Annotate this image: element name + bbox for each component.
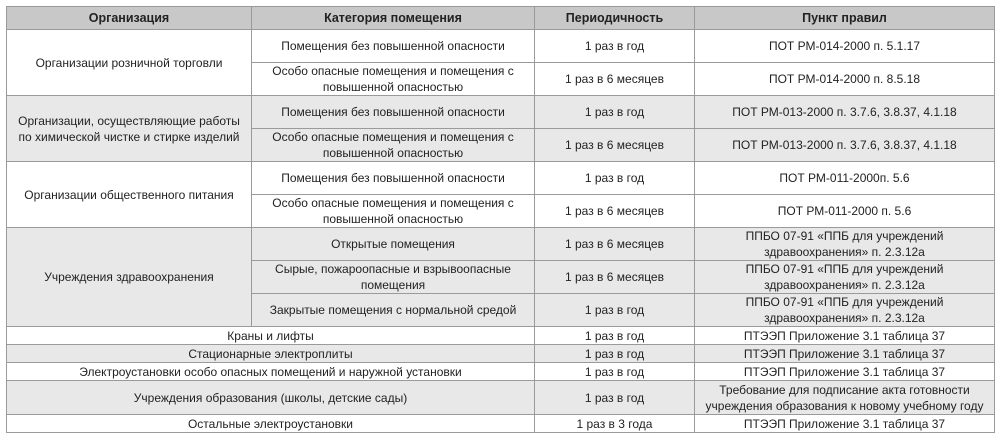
rule-cell: ПТЭЭП Приложение 3.1 таблица 37	[695, 345, 995, 363]
period-cell: 1 раз в год	[535, 381, 695, 415]
period-cell: 1 раз в год	[535, 96, 695, 129]
table-row	[7, 327, 995, 345]
rule-cell: ПОТ РМ-011-2000 п. 5.6	[695, 195, 995, 228]
category-cell: Открытые помещения	[252, 228, 535, 261]
rule-cell: ПТЭЭП Приложение 3.1 таблица 37	[695, 327, 995, 345]
period-cell: 1 раз в год	[535, 294, 695, 327]
rule-cell: ПОТ РМ-014-2000 п. 5.1.17	[695, 30, 995, 63]
period-cell: 1 раз в 6 месяцев	[535, 261, 695, 294]
period-cell: 1 раз в 6 месяцев	[535, 195, 695, 228]
organization-cell: Учреждения здравоохранения	[7, 228, 252, 327]
organization-cell: Электроустановки особо опасных помещений и наружной установки	[7, 363, 535, 381]
period-cell: 1 раз в год	[535, 30, 695, 63]
table-row	[7, 30, 995, 63]
period-cell: 1 раз в год	[535, 345, 695, 363]
category-cell: Закрытые помещения с нормальной средой	[252, 294, 535, 327]
period-cell: 1 раз в год	[535, 162, 695, 195]
table-row	[7, 363, 995, 381]
table-row	[7, 415, 995, 433]
organization-cell: Организации, осуществляющие работы по химической чистке и стирке изделий	[7, 96, 252, 162]
table-row	[7, 162, 995, 195]
table-row	[7, 345, 995, 363]
rule-cell: ПОТ РМ-014-2000 п. 8.5.18	[695, 63, 995, 96]
rule-cell: Требование для подписание акта готовности учреждения образования к новому учебному году	[695, 381, 995, 415]
category-cell: Помещения без повышенной опасности	[252, 162, 535, 195]
period-cell: 1 раз в 6 месяцев	[535, 129, 695, 162]
inspection-table	[6, 6, 995, 433]
category-cell: Сырые, пожароопасные и взрывоопасные помещения	[252, 261, 535, 294]
organization-cell: Краны и лифты	[7, 327, 535, 345]
category-cell: Особо опасные помещения и помещения с повышенной опасностью	[252, 195, 535, 228]
organization-cell: Учреждения образования (школы, детские сады)	[7, 381, 535, 415]
rule-cell: ПТЭЭП Приложение 3.1 таблица 37	[695, 415, 995, 433]
table-row	[7, 228, 995, 261]
header-category: Категория помещения	[252, 7, 535, 30]
category-cell: Особо опасные помещения и помещения с повышенной опасностью	[252, 129, 535, 162]
category-cell: Помещения без повышенной опасности	[252, 96, 535, 129]
period-cell: 1 раз в 3 года	[535, 415, 695, 433]
rule-cell: ПОТ РМ-013-2000 п. 3.7.6, 3.8.37, 4.1.18	[695, 129, 995, 162]
rule-cell: ППБО 07-91 «ППБ для учреждений здравоохранения» п. 2.3.12а	[695, 228, 995, 261]
rule-cell: ППБО 07-91 «ППБ для учреждений здравоохранения» п. 2.3.12а	[695, 261, 995, 294]
table-row	[7, 381, 995, 415]
organization-cell: Организации розничной торговли	[7, 30, 252, 96]
table-row	[7, 96, 995, 129]
header-row	[7, 7, 995, 30]
period-cell: 1 раз в год	[535, 363, 695, 381]
period-cell: 1 раз в 6 месяцев	[535, 228, 695, 261]
rule-cell: ПТЭЭП Приложение 3.1 таблица 37	[695, 363, 995, 381]
header-organization: Организация	[7, 7, 252, 30]
header-rule: Пункт правил	[695, 7, 995, 30]
rule-cell: ПОТ РМ-011-2000п. 5.6	[695, 162, 995, 195]
organization-cell: Стационарные электроплиты	[7, 345, 535, 363]
period-cell: 1 раз в год	[535, 327, 695, 345]
period-cell: 1 раз в 6 месяцев	[535, 63, 695, 96]
organization-cell: Остальные электроустановки	[7, 415, 535, 433]
rule-cell: ППБО 07-91 «ППБ для учреждений здравоохранения» п. 2.3.12а	[695, 294, 995, 327]
category-cell: Помещения без повышенной опасности	[252, 30, 535, 63]
category-cell: Особо опасные помещения и помещения с повышенной опасностью	[252, 63, 535, 96]
header-period: Периодичность	[535, 7, 695, 30]
rule-cell: ПОТ РМ-013-2000 п. 3.7.6, 3.8.37, 4.1.18	[695, 96, 995, 129]
organization-cell: Организации общественного питания	[7, 162, 252, 228]
